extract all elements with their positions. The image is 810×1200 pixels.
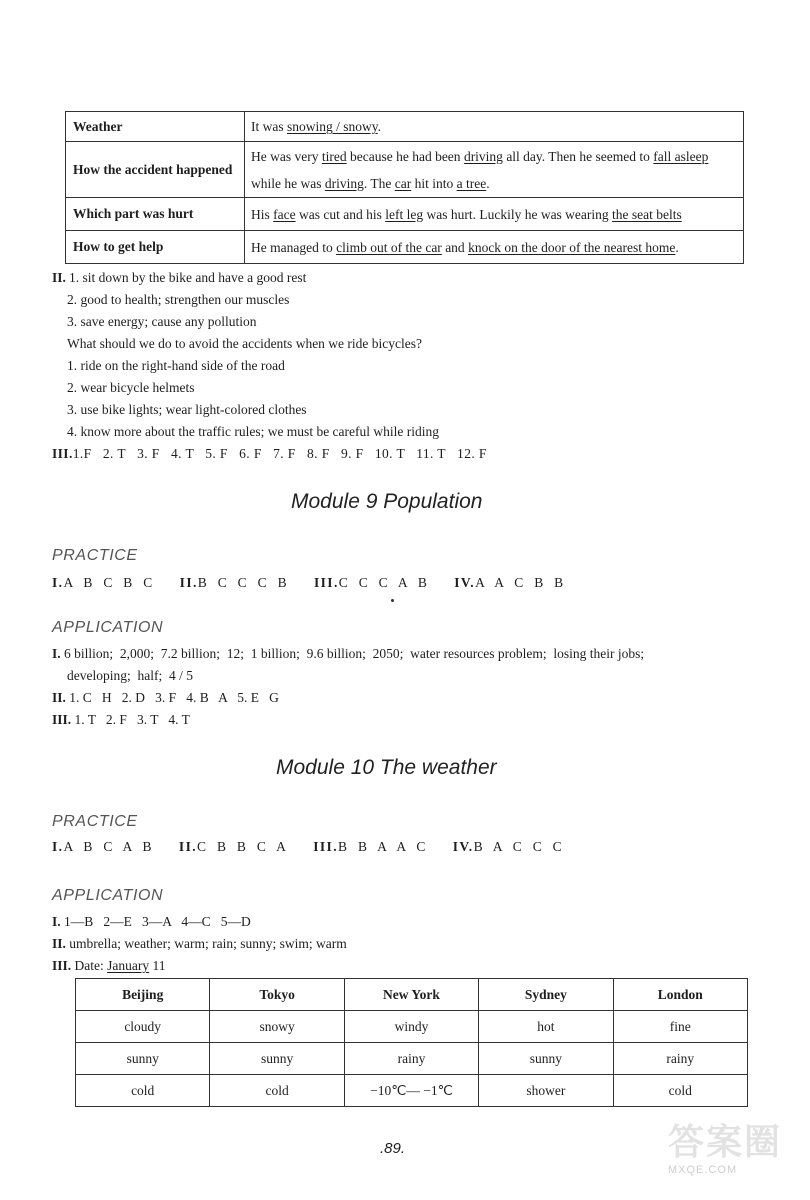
module-10-practice-heading: PRACTICE (52, 813, 138, 830)
module-10-app-iii: III. Date: January 11 (52, 958, 166, 973)
weather-row (76, 1075, 748, 1107)
answer-blank: driving (324, 175, 364, 191)
module-9-app-i-cont: developing; half; 4 / 5 (67, 668, 193, 683)
row-label: Weather (66, 112, 245, 142)
weather-cell: sunny (479, 1043, 613, 1075)
section-ii-line-1: 1. sit down by the bike and have a good rest (69, 270, 307, 285)
text-segment: hit into (411, 175, 457, 191)
city-header: Tokyo (210, 979, 344, 1011)
row-label: How the accident happened (66, 142, 245, 198)
answer-blank: face (273, 206, 296, 222)
module-10-practice-answers: I.A B C A B II.C B B C A III.B B A A C IV.B A C C C (52, 839, 564, 854)
module-9-app-ii: II. 1. C H 2. D 3. F 4. B A 5. E G (52, 690, 279, 705)
accident-table-row (66, 198, 744, 231)
answer-blank: climb out of the car (336, 239, 442, 255)
text-segment: . The (363, 175, 395, 191)
city-header: Beijing (76, 979, 210, 1011)
text-segment: His (251, 206, 274, 222)
weather-cell: windy (344, 1011, 478, 1043)
weather-cell: snowy (210, 1011, 344, 1043)
weather-cell: rainy (613, 1043, 747, 1075)
text-segment: . (675, 239, 679, 255)
row-content (245, 142, 744, 198)
section-ii-line-8: 4. know more about the traffic rules; we must be careful while riding (67, 424, 440, 439)
weather-cell: rainy (344, 1043, 478, 1075)
weather-cell: cloudy (76, 1011, 210, 1043)
answer-blank: driving (463, 148, 503, 164)
text-segment: while he was (251, 148, 712, 191)
answer-blank: the seat belts (612, 206, 682, 222)
weather-cell: hot (479, 1011, 613, 1043)
weather-table (75, 978, 748, 1107)
text-segment: He managed to (251, 239, 337, 255)
answer-blank: knock on the door of the nearest home (468, 239, 676, 255)
weather-row (76, 1043, 748, 1075)
weather-cell: cold (210, 1075, 344, 1107)
text-segment: was cut and his (295, 206, 386, 222)
weather-cell: sunny (76, 1043, 210, 1075)
module-10-app-i: I. 1—B 2—E 3—A 4—C 5—D (52, 914, 251, 929)
city-header: Sydney (479, 979, 613, 1011)
row-label: How to get help (66, 231, 245, 264)
accident-table-row (66, 231, 744, 264)
row-content (245, 231, 744, 264)
answer-blank: left leg (385, 206, 424, 222)
module-10-application-heading: APPLICATION (52, 887, 164, 904)
weather-cell: cold (76, 1075, 210, 1107)
text-segment: It was (251, 119, 287, 134)
row-content (245, 112, 744, 142)
answer-blank: fall asleep (653, 148, 709, 164)
city-header: London (613, 979, 747, 1011)
section-ii-line-5: 1. ride on the right-hand side of the road (67, 358, 285, 373)
page-number: .89. (380, 1140, 406, 1157)
answer-blank: car (394, 175, 412, 191)
city-header: New York (344, 979, 478, 1011)
module-9-title: Module 9 Population (291, 490, 483, 513)
accident-table-row (66, 112, 744, 142)
module-9-application-heading: APPLICATION (52, 619, 164, 636)
text-segment: because he had been (346, 148, 464, 164)
weather-cell: cold (613, 1075, 747, 1107)
module-10-title: Module 10 The weather (276, 756, 497, 779)
emphasis-dot (391, 599, 394, 602)
answer-blank: a tree (456, 175, 487, 191)
text-segment: . (377, 119, 382, 134)
answer-blank: tired (321, 148, 347, 164)
weather-cell: −10℃— −1℃ (344, 1075, 478, 1107)
text-segment: was hurt. Luckily he was wearing (423, 206, 613, 222)
accident-table-row (66, 142, 744, 198)
text-segment: and (441, 239, 469, 255)
weather-cell: fine (613, 1011, 747, 1043)
row-content (245, 198, 744, 231)
module-10-app-ii: II. umbrella; weather; warm; rain; sunny; swim; warm (52, 936, 347, 951)
text-segment: He was very (251, 148, 322, 164)
weather-cell: shower (479, 1075, 613, 1107)
weather-row (76, 1011, 748, 1043)
section-ii-line-3: 3. save energy; cause any pollution (67, 314, 257, 329)
weather-cell: sunny (210, 1043, 344, 1075)
text-segment: . (486, 175, 490, 191)
section-ii-line-2: 2. good to health; strengthen our muscles (67, 292, 290, 307)
module-9-practice-answers: I.A B C B C II.B C C C B III.C C C A B IV.A A C B B (52, 575, 565, 590)
weather-header-row (76, 979, 748, 1011)
module-9-app-iii: III. 1. T 2. F 3. T 4. T (52, 712, 190, 727)
section-iii: III.1.F 2. T 3. F 4. T 5. F 6. F 7. F 8. F 9. F 10. T 11. T 12. F (52, 446, 487, 461)
answer-blank: snowing / snowy (287, 119, 378, 134)
accident-table (65, 111, 744, 264)
section-ii-line-7: 3. use bike lights; wear light-colored clothes (67, 402, 307, 417)
section-ii-roman: II. (52, 270, 66, 285)
row-label: Which part was hurt (66, 198, 245, 231)
section-ii-line-6: 2. wear bicycle helmets (67, 380, 195, 395)
text-segment: all day. Then he seemed to (502, 148, 654, 164)
module-9-practice-heading: PRACTICE (52, 547, 138, 564)
module-9-app-i: I. 6 billion; 2,000; 7.2 billion; 12; 1 billion; 9.6 billion; 2050; water resources problem; losing their jobs; (52, 646, 645, 661)
section-ii-question: What should we do to avoid the accidents when we ride bicycles? (67, 336, 423, 351)
watermark-logo: 答案圈 MXQE.COM (668, 1121, 783, 1176)
